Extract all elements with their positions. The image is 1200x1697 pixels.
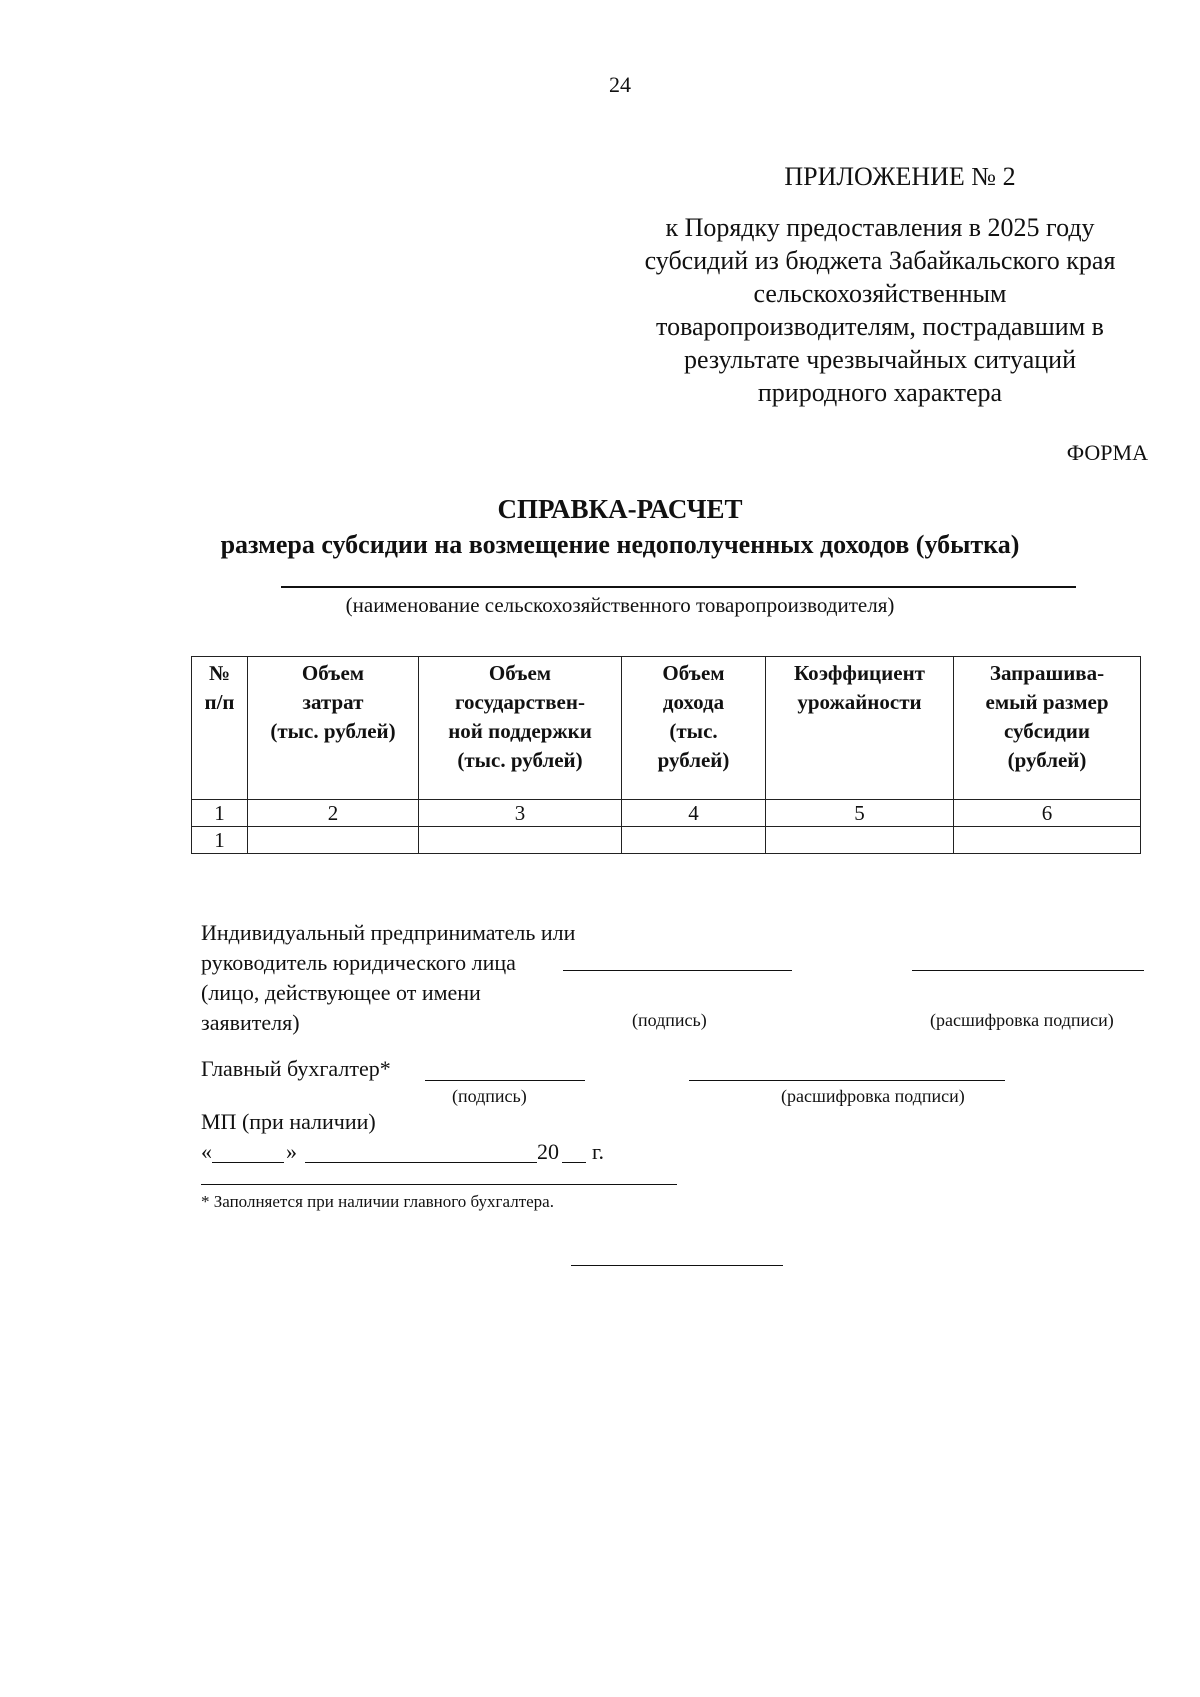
column-header-costs: Объем затрат (тыс. рублей) xyxy=(248,657,419,800)
appendix-line: природного характера xyxy=(757,378,1003,407)
table-cell: 2 xyxy=(248,800,419,827)
end-divider xyxy=(571,1265,783,1266)
appendix-line: субсидий из бюджета Забайкальского края xyxy=(644,246,1116,275)
column-header-state-support: Объем государствен- ной поддержки (тыс. рублей) xyxy=(419,657,622,800)
table-cell: 3 xyxy=(419,800,622,827)
table-cell-input[interactable] xyxy=(766,827,954,854)
appendix-line: товаропроизводителям, пострадавшим в xyxy=(656,312,1104,341)
seal-label: МП (при наличии) xyxy=(201,1109,376,1134)
head-signatory-label: Индивидуальный предприниматель или руководитель юридического лица (лицо, действующее от имени заявителя) xyxy=(201,920,576,1035)
column-header-yield-coefficient: Коэффициент урожайности xyxy=(766,657,954,800)
table-cell: 5 xyxy=(766,800,954,827)
date-open-quote: « xyxy=(201,1139,212,1164)
accountant-label: Главный бухгалтер* xyxy=(201,1056,391,1081)
head-decoding-caption: (расшифровка подписи) xyxy=(930,1010,1114,1030)
table-cell-input[interactable] xyxy=(248,827,419,854)
calculation-table xyxy=(191,656,1141,854)
appendix-line: результате чрезвычайных ситуаций xyxy=(683,345,1076,374)
table-row xyxy=(192,827,1141,854)
date-close-quote: » xyxy=(286,1139,297,1164)
appendix-line: к Порядку предоставления в 2025 году xyxy=(665,213,1095,242)
accountant-decoding-caption: (расшифровка подписи) xyxy=(781,1086,965,1106)
producer-name-line[interactable] xyxy=(281,586,1076,588)
date-year-line[interactable] xyxy=(562,1162,586,1163)
footnote-separator xyxy=(201,1184,677,1185)
table-cell-input[interactable] xyxy=(622,827,766,854)
table-row-column-numbers xyxy=(192,800,1141,827)
accountant-signature-caption: (подпись) xyxy=(452,1086,527,1106)
table-header-row xyxy=(192,657,1141,800)
head-decoding-line[interactable] xyxy=(912,970,1144,971)
date-year-suffix: г. xyxy=(592,1139,605,1164)
appendix-line: сельскохозяйственным xyxy=(753,279,1007,308)
table-cell: 1 xyxy=(192,827,248,854)
table-cell: 6 xyxy=(954,800,1141,827)
accountant-signature-line[interactable] xyxy=(425,1080,585,1081)
accountant-decoding-line[interactable] xyxy=(689,1080,1005,1081)
document-subtitle: размера субсидии на возмещение недополученных доходов (убытка) xyxy=(220,530,1020,559)
form-label: ФОРМА xyxy=(1066,440,1148,465)
appendix-description xyxy=(600,211,1160,409)
page-number: 24 xyxy=(609,72,631,97)
head-signature-caption: (подпись) xyxy=(632,1010,707,1030)
document-title: СПРАВКА-РАСЧЕТ xyxy=(497,494,743,524)
column-header-number: № п/п xyxy=(192,657,248,800)
table-cell-input[interactable] xyxy=(954,827,1141,854)
producer-name-caption: (наименование сельскохозяйственного товаропроизводителя) xyxy=(345,593,895,617)
date-month-line[interactable] xyxy=(305,1162,537,1163)
footnote: * Заполняется при наличии главного бухгалтера. xyxy=(201,1192,554,1211)
appendix-title: ПРИЛОЖЕНИЕ № 2 xyxy=(784,162,1016,191)
column-header-income: Объем дохода (тыс. рублей) xyxy=(622,657,766,800)
head-signature-line[interactable] xyxy=(563,970,792,971)
date-day-line[interactable] xyxy=(212,1162,284,1163)
table-cell-input[interactable] xyxy=(419,827,622,854)
date-year-prefix: 20 xyxy=(537,1139,559,1164)
column-header-requested-subsidy: Запрашива- емый размер субсидии (рублей) xyxy=(954,657,1141,800)
table-cell: 1 xyxy=(192,800,248,827)
table-cell: 4 xyxy=(622,800,766,827)
